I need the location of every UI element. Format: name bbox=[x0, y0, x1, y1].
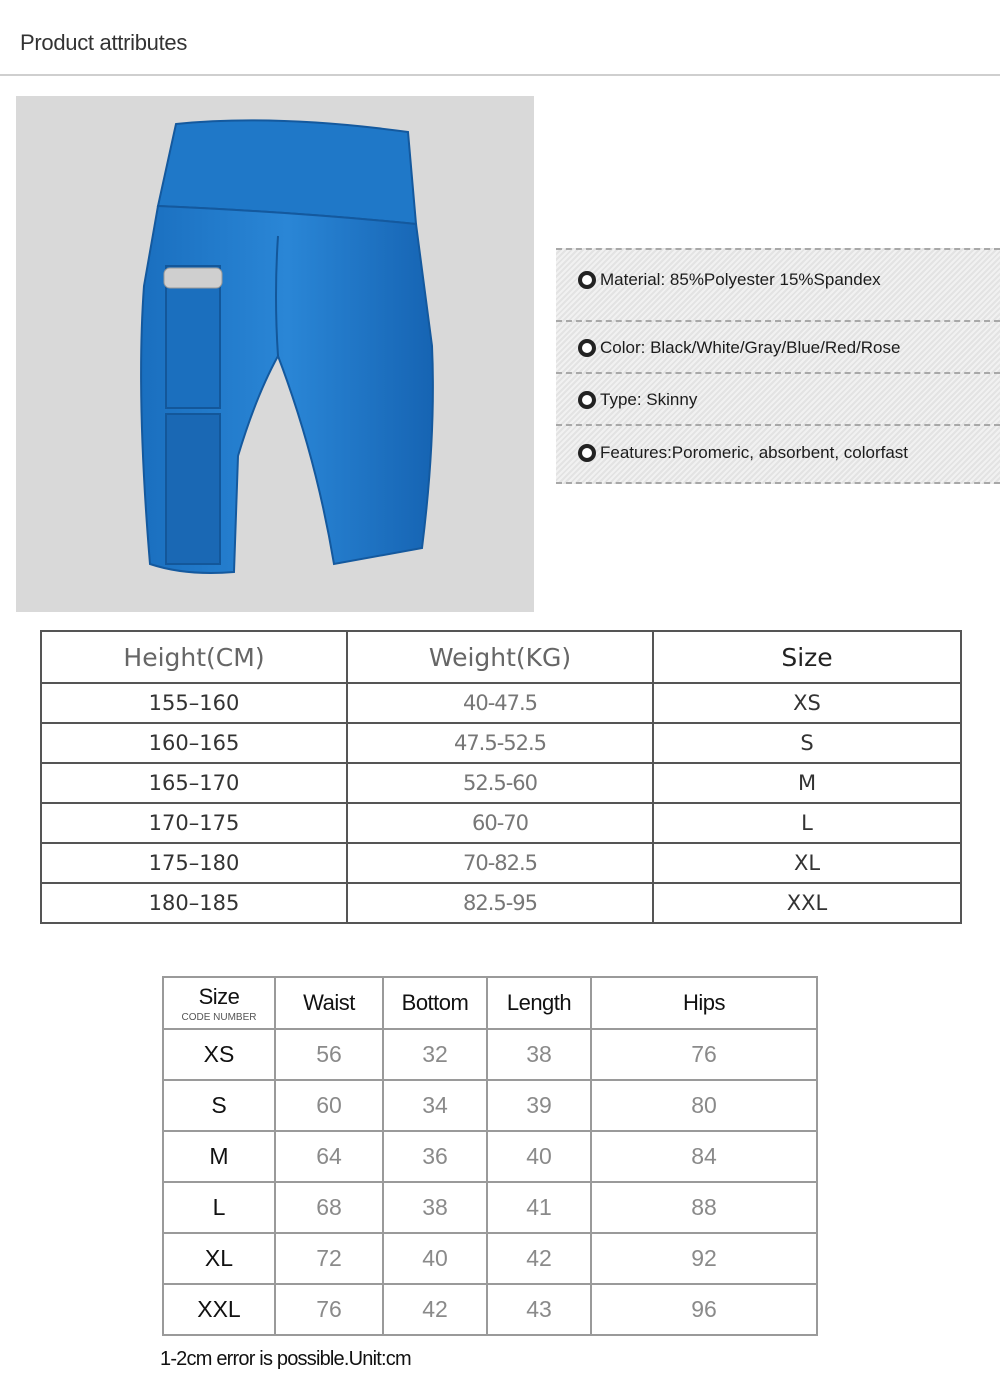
waist-cell: 60 bbox=[275, 1080, 383, 1131]
bottom-cell: 38 bbox=[383, 1182, 487, 1233]
bottom-cell: 42 bbox=[383, 1284, 487, 1335]
header-weight: Weight(KG) bbox=[347, 631, 653, 683]
attribute-text: Type: Skinny bbox=[600, 390, 698, 409]
header-hips: Hips bbox=[591, 977, 817, 1029]
bottom-cell: 40 bbox=[383, 1233, 487, 1284]
length-cell: 42 bbox=[487, 1233, 591, 1284]
height-cell: 155–160 bbox=[41, 683, 347, 723]
size-chart-table bbox=[40, 630, 962, 924]
waist-cell: 56 bbox=[275, 1029, 383, 1080]
code-number-label: CODE NUMBER bbox=[181, 1011, 257, 1023]
attribute-divider bbox=[556, 320, 1000, 322]
table-header-row bbox=[41, 631, 961, 683]
size-cell: S bbox=[653, 723, 961, 763]
table-row bbox=[163, 1233, 817, 1284]
size-cell: S bbox=[163, 1080, 275, 1131]
weight-cell: 47.5-52.5 bbox=[347, 723, 653, 763]
size-cell: M bbox=[163, 1131, 275, 1182]
waist-cell: 72 bbox=[275, 1233, 383, 1284]
table-row bbox=[163, 1284, 817, 1335]
attribute-text: Material: 85%Polyester 15%Spandex bbox=[600, 270, 881, 289]
bottom-cell: 32 bbox=[383, 1029, 487, 1080]
hips-cell: 88 bbox=[591, 1182, 817, 1233]
hips-cell: 96 bbox=[591, 1284, 817, 1335]
table-row bbox=[163, 1131, 817, 1182]
bullet-icon bbox=[578, 271, 596, 289]
size-cell: M bbox=[653, 763, 961, 803]
size-cell: XS bbox=[653, 683, 961, 723]
table-header-row bbox=[163, 977, 817, 1029]
weight-cell: 40-47.5 bbox=[347, 683, 653, 723]
table-row bbox=[163, 1029, 817, 1080]
waist-cell: 64 bbox=[275, 1131, 383, 1182]
length-cell: 43 bbox=[487, 1284, 591, 1335]
size-cell: XL bbox=[163, 1233, 275, 1284]
product-photo bbox=[16, 96, 534, 612]
table-row bbox=[41, 683, 961, 723]
header-divider bbox=[0, 74, 1000, 76]
bullet-icon bbox=[578, 391, 596, 409]
header-size bbox=[163, 977, 275, 1029]
hips-cell: 84 bbox=[591, 1131, 817, 1182]
table-row bbox=[41, 883, 961, 923]
length-cell: 41 bbox=[487, 1182, 591, 1233]
attribute-material bbox=[556, 270, 1000, 290]
size-cell: XXL bbox=[653, 883, 961, 923]
size-header-label: Size bbox=[198, 983, 240, 1009]
bottom-cell: 34 bbox=[383, 1080, 487, 1131]
measurement-note: 1-2cm error is possible.Unit:cm bbox=[160, 1348, 411, 1370]
height-cell: 170–175 bbox=[41, 803, 347, 843]
size-cell: L bbox=[653, 803, 961, 843]
attributes-panel bbox=[556, 248, 1000, 484]
bullet-icon bbox=[578, 444, 596, 462]
weight-cell: 52.5-60 bbox=[347, 763, 653, 803]
hips-cell: 76 bbox=[591, 1029, 817, 1080]
table-row bbox=[41, 723, 961, 763]
weight-cell: 82.5-95 bbox=[347, 883, 653, 923]
attribute-text: Color: Black/White/Gray/Blue/Red/Rose bbox=[600, 338, 901, 357]
height-cell: 175–180 bbox=[41, 843, 347, 883]
attribute-color bbox=[556, 338, 1000, 358]
header-length: Length bbox=[487, 977, 591, 1029]
table-row bbox=[41, 843, 961, 883]
attribute-divider bbox=[556, 372, 1000, 374]
table-row bbox=[163, 1182, 817, 1233]
attribute-type bbox=[556, 390, 1000, 410]
waist-cell: 68 bbox=[275, 1182, 383, 1233]
length-cell: 40 bbox=[487, 1131, 591, 1182]
attribute-text: Features:Poromeric, absorbent, colorfast bbox=[600, 443, 909, 462]
measurement-table bbox=[162, 976, 818, 1336]
size-cell: XL bbox=[653, 843, 961, 883]
attribute-divider bbox=[556, 424, 1000, 426]
length-cell: 38 bbox=[487, 1029, 591, 1080]
hips-cell: 92 bbox=[591, 1233, 817, 1284]
header-bottom: Bottom bbox=[383, 977, 487, 1029]
height-cell: 160–165 bbox=[41, 723, 347, 763]
length-cell: 39 bbox=[487, 1080, 591, 1131]
bottom-cell: 36 bbox=[383, 1131, 487, 1182]
table-row bbox=[163, 1080, 817, 1131]
size-cell: L bbox=[163, 1182, 275, 1233]
table-row bbox=[41, 803, 961, 843]
size-cell: XS bbox=[163, 1029, 275, 1080]
header-size: Size bbox=[653, 631, 961, 683]
height-cell: 180–185 bbox=[41, 883, 347, 923]
header-height: Height(CM) bbox=[41, 631, 347, 683]
page-title: Product attributes bbox=[20, 30, 188, 55]
hips-cell: 80 bbox=[591, 1080, 817, 1131]
waist-cell: 76 bbox=[275, 1284, 383, 1335]
shorts-image bbox=[16, 96, 534, 612]
size-cell: XXL bbox=[163, 1284, 275, 1335]
weight-cell: 60-70 bbox=[347, 803, 653, 843]
height-cell: 165–170 bbox=[41, 763, 347, 803]
weight-cell: 70-82.5 bbox=[347, 843, 653, 883]
attribute-features bbox=[556, 443, 1000, 463]
header-waist: Waist bbox=[275, 977, 383, 1029]
bullet-icon bbox=[578, 339, 596, 357]
table-row bbox=[41, 763, 961, 803]
